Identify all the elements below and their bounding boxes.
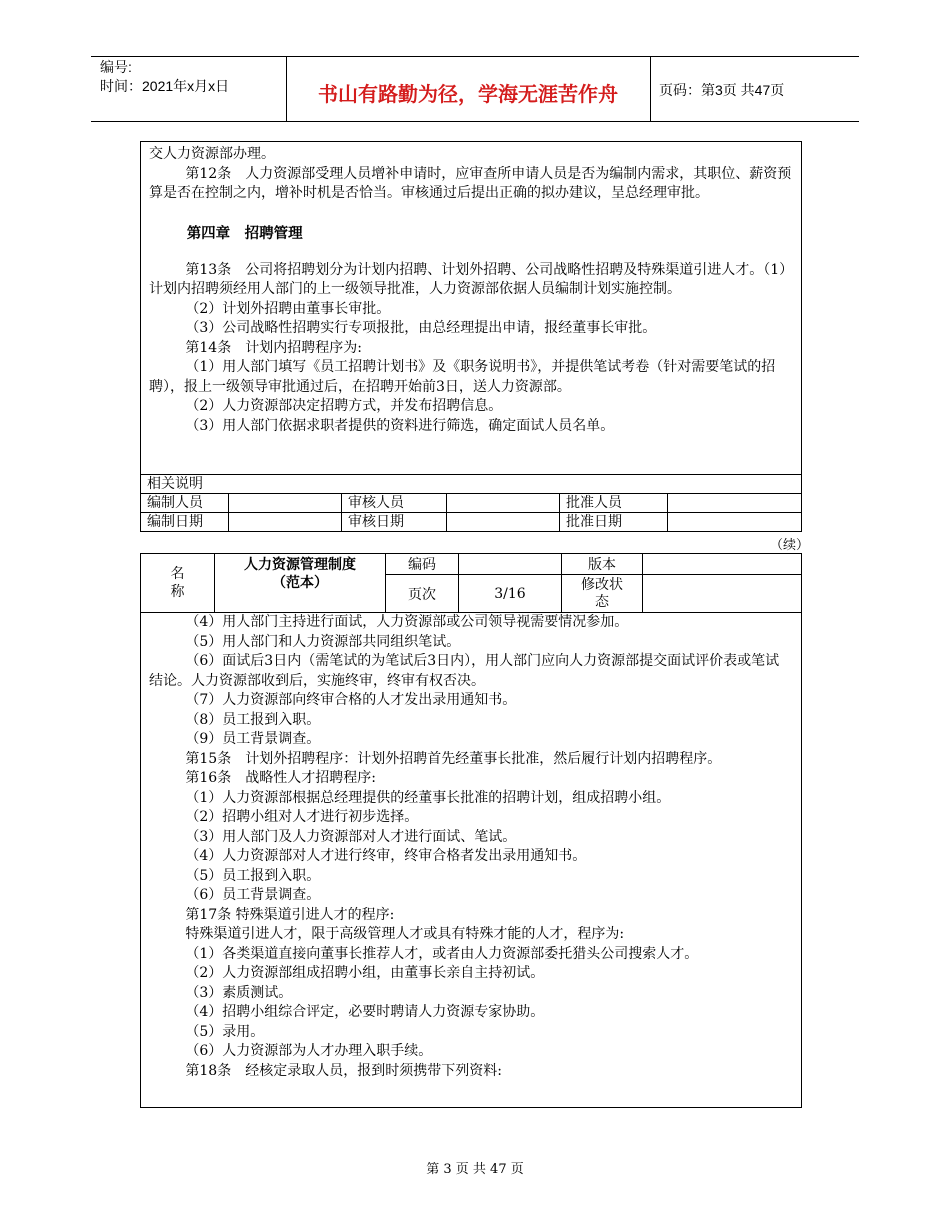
edit-date-value[interactable] [229, 513, 342, 532]
paragraph: 第17条 特殊渠道引进人才的程序: [185, 906, 395, 923]
paragraph: （1）用人部门填写《员工招聘计划书》及《职务说明书》，并提供笔试考卷（针对需要笔试的招聘），报上一级领导审批通过后，在招聘开始前3日，送人力资源部。 [149, 359, 776, 395]
reviewer-label: 审核人员 [342, 494, 447, 513]
editor-value[interactable] [229, 494, 342, 513]
paragraph: （2）人力资源部决定招聘方式，并发布招聘信息。 [185, 398, 503, 414]
paragraph: 交人力资源部办理。 [149, 146, 275, 162]
page-footer: 第 3 页 共 47 页 [426, 1162, 524, 1177]
paragraph: （6）员工背景调查。 [185, 887, 321, 903]
paragraph: （6）面试后3日内（需笔试的为笔试后3日内），用人部门应向人力资源部提交面试评价表或笔试结论。人力资源部收到后，实施终审，终审有权否决。 [149, 653, 780, 689]
paragraph: （4）用人部门主持进行面试，人力资源部或公司领导视需要情况参加。 [185, 614, 629, 630]
continued-label: （续） [770, 538, 810, 553]
paragraph: （8）员工报到入职。 [185, 711, 321, 728]
version-label: 版本 [562, 554, 643, 575]
reviewer-value[interactable] [447, 494, 560, 513]
number-label: 编号: [100, 59, 132, 75]
version-value [643, 554, 802, 575]
paragraph: （2）招聘小组对人才进行初步选择。 [185, 809, 419, 825]
paragraph: 特殊渠道引进人才，限于高级管理人才或具有特殊才能的人才，程序为: [185, 926, 625, 942]
edit-date-label: 编制日期 [141, 513, 229, 532]
status-value [643, 575, 802, 613]
paragraph: （2）人力资源部组成招聘小组，由董事长亲自主持初试。 [185, 965, 545, 981]
time-label: 时间：2021年x月x日 [100, 78, 230, 94]
paragraph: （5）员工报到入职。 [185, 867, 321, 884]
header-motto: 书山有路勤为径，学海无涯苦作舟 [318, 82, 618, 106]
paragraph: （3）用人部门依据求职者提供的资料进行筛选，确定面试人员名单。 [185, 417, 615, 434]
paragraph: 第18条 经核定录取人员，报到时须携带下列资料: [185, 1062, 502, 1079]
paragraph: 第14条 计划内招聘程序为: [185, 339, 362, 356]
header-page-info: 页码：第3页 共47页 [659, 82, 785, 98]
paragraph: 第12条 人力资源部受理人员增补申请时，应审查所申请人员是否为编制内需求，其职位、薪资预算是否在控制之内，增补时机是否恰当。审核通过后提出正确的拟办建议，呈总经理审批。 [149, 165, 792, 201]
approver-label: 批准人员 [560, 494, 668, 513]
header-bottom-rule [91, 121, 859, 122]
paragraph: （1）人力资源部根据总经理提供的经董事长批准的招聘计划，组成招聘小组。 [185, 789, 671, 806]
paragraph: （3）公司战略性招聘实行专项报批，由总经理提出申请，报经董事长审批。 [185, 320, 657, 336]
section1-paragraphs [149, 145, 793, 204]
page-value: 3/16 [459, 575, 562, 613]
document-header-table [140, 553, 802, 613]
code-value [459, 554, 562, 575]
paragraph: （9）员工背景调查。 [185, 731, 321, 747]
paragraph: （3）素质测试。 [185, 984, 293, 1001]
approve-date-label: 批准日期 [560, 513, 668, 532]
page-label: 页次 [386, 575, 459, 613]
paragraph: 第16条 战略性人才招聘程序: [185, 770, 376, 786]
header-top-rule [91, 56, 859, 57]
name-label: 名 称 [141, 554, 215, 613]
section1-paragraphs-2 [149, 261, 793, 437]
paragraph: 第13条 公司将招聘划分为计划内招聘、计划外招聘、公司战略性招聘及特殊渠道引进人才。（1）计划内招聘须经用人部门的上一级领导批准，人力资源部依据人员编制计划实施控制。 [149, 261, 787, 297]
paragraph: （4）人力资源部对人才进行终审，终审合格者发出录用通知书。 [185, 848, 587, 864]
chapter-title: 第四章 招聘管理 [186, 225, 303, 242]
header-divider-right [650, 56, 651, 121]
paragraph: （7）人力资源部向终审合格的人才发出录用通知书。 [185, 692, 517, 708]
paragraph: （3）用人部门及人力资源部对人才进行面试、笔试。 [185, 828, 517, 845]
review-date-label: 审核日期 [342, 513, 447, 532]
paragraph: （5）录用。 [185, 1023, 265, 1040]
paragraph: （1）各类渠道直接向董事长推荐人才，或者由人力资源部委托猎头公司搜索人才。 [185, 945, 699, 962]
editor-label: 编制人员 [141, 494, 229, 513]
paragraph: （2）计划外招聘由董事长审批。 [185, 300, 391, 317]
code-label: 编码 [386, 554, 459, 575]
paragraph: 第15条 计划外招聘程序：计划外招聘首先经董事长批准，然后履行计划内招聘程序。 [185, 750, 722, 767]
paragraph: （5）用人部门和人力资源部共同组织笔试。 [185, 633, 461, 650]
body-frame-2 [140, 611, 802, 1108]
paragraph: （4）招聘小组综合评定，必要时聘请人力资源专家协助。 [185, 1004, 545, 1020]
approver-value[interactable] [668, 494, 802, 513]
document-title: 人力资源管理制度 （范本） [215, 554, 386, 613]
body-frame-1 [140, 141, 802, 475]
section2-paragraphs [149, 613, 793, 1081]
status-label: 修改状 态 [562, 575, 643, 613]
review-date-value[interactable] [447, 513, 560, 532]
approve-date-value[interactable] [668, 513, 802, 532]
header-left-block [100, 58, 229, 96]
paragraph: （6）人力资源部为人才办理入职手续。 [185, 1043, 433, 1059]
signature-table [140, 474, 802, 532]
related-notes-label: 相关说明 [141, 475, 802, 494]
